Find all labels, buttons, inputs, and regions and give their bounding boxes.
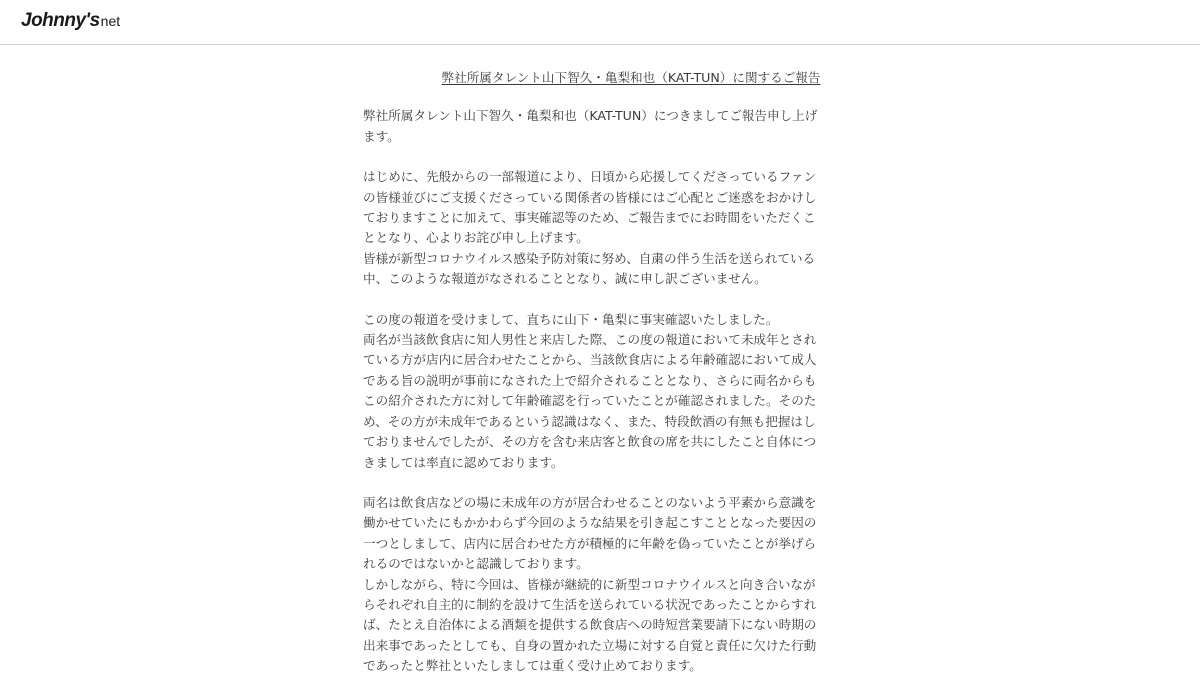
notice-title: 弊社所属タレント山下智久・亀梨和也（KAT-TUN）に関するご報告 <box>441 70 821 85</box>
logo-suffix-text: net <box>100 13 121 29</box>
paragraph-line: 皆様が新型コロナウイルス感染予防対策に努め、自粛の伴う生活を送られている <box>363 250 816 266</box>
paragraph-line: ととなり、心よりお詫び申し上げます。 <box>363 230 589 246</box>
paragraph-line: 出来事であったとしても、自身の置かれた立場に対する自覚と責任に欠けた行動 <box>363 637 817 653</box>
paragraph-line: 中、このような報道がなされることとなり、誠に申し訳ございません。 <box>363 271 767 287</box>
paragraph-line: らそれぞれ自主的に制約を設けて生活を送られている状況であったことからすれ <box>363 596 817 612</box>
paragraph-line: の皆様並びにご支援くださっている関係者の皆様にはご心配とご迷惑をおかけし <box>363 189 817 205</box>
paragraph-line: 一つとしまして、店内に居合わせた方が積極的に年齢を偽っていたことが挙げら <box>363 535 817 551</box>
paragraph-line: 働かせていたにもかかわらず今回のような結果を引き起こすこととなった要因の <box>363 515 817 531</box>
notice-paragraph <box>363 493 899 677</box>
notice-paragraph <box>363 167 899 289</box>
paragraph-line: れるのではないかと認識しております。 <box>363 556 589 572</box>
notice-content <box>363 68 899 697</box>
paragraph-line: 弊社所属タレント山下智久・亀梨和也（KAT-TUN）につきましてご報告申し上げ <box>363 108 818 124</box>
paragraph-line: ます。 <box>363 128 400 144</box>
notice-paragraph <box>363 310 899 473</box>
paragraph-line: ている方が店内に居合わせたことから、当該飲食店による年齢確認において成人 <box>363 352 817 368</box>
paragraph-line: 両名が当該飲食店に知人男性と来店した際、この度の報道において未成年とされ <box>363 332 817 348</box>
site-header <box>0 0 1200 45</box>
notice-body <box>363 106 899 676</box>
paragraph-line: ておりませんでしたが、その方を含む来店客と飲食の席を共にしたこと自体につ <box>363 434 817 450</box>
notice-paragraph <box>363 106 899 147</box>
paragraph-line: きましては率直に認めております。 <box>363 454 564 470</box>
paragraph-line: ておりますことに加えて、事実確認等のため、ご報告までにお時間をいただくこ <box>363 210 816 226</box>
paragraph-line: ば、たとえ自治体による酒類を提供する飲食店への時短営業要請下にない時期の <box>363 617 817 633</box>
paragraph-line: はじめに、先般からの一部報道により、日頃から応援してくださっているファン <box>363 169 817 185</box>
logo-brand-text: Johnny's <box>21 10 100 31</box>
site-logo[interactable] <box>21 10 120 32</box>
paragraph-line: である旨の説明が事前になされた上で紹介されることとなり、さらに両名からも <box>363 372 817 388</box>
paragraph-line: 両名は飲食店などの場に未成年の方が居合わせることのないよう平素から意識を <box>363 494 817 510</box>
paragraph-line: この紹介された方に対して年齢確認を行っていたことが確認されました。そのた <box>363 393 817 409</box>
paragraph-line: しかしながら、特に今回は、皆様が継続的に新型コロナウイルスと向き合いなが <box>363 576 816 592</box>
paragraph-line: め、その方が未成年であるという認識はなく、また、特段飲酒の有無も把握はし <box>363 413 816 429</box>
paragraph-line: この度の報道を受けまして、直ちに山下・亀梨に事実確認いたしました。 <box>363 311 779 327</box>
paragraph-line: であったと弊社といたしましては重く受け止めております。 <box>363 658 702 674</box>
